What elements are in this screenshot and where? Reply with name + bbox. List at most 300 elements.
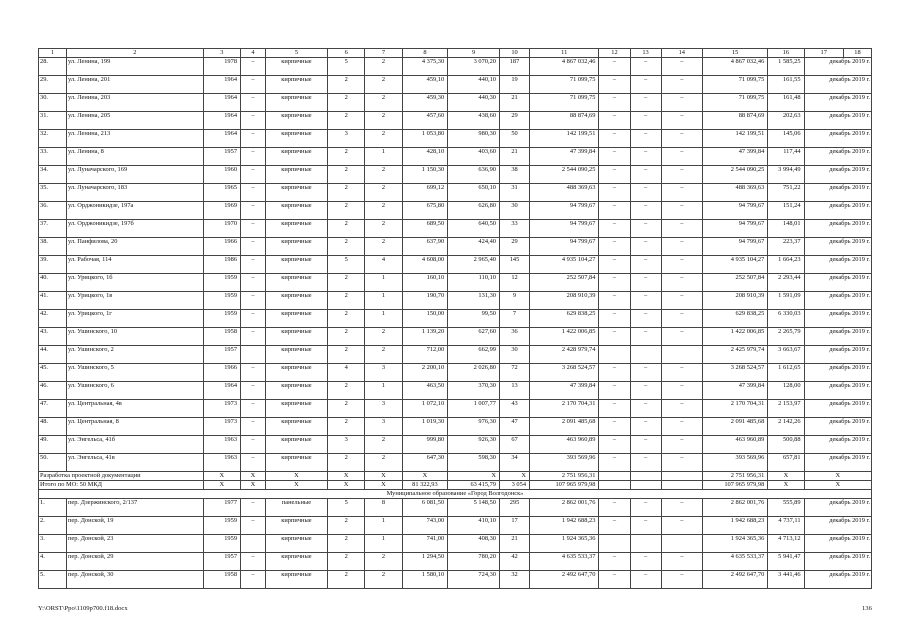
table-cell: – <box>241 553 266 571</box>
table-cell: 6 081,50 <box>402 499 448 517</box>
table-cell: – <box>661 292 702 310</box>
table-row <box>39 418 872 436</box>
deadline-cell: декабрь 2019 г. <box>804 364 871 382</box>
table-cell: – <box>241 166 266 184</box>
table-cell: 30 <box>500 202 530 220</box>
table-cell: 150,00 <box>402 310 448 328</box>
table-cell: – <box>661 274 702 292</box>
table-cell: – <box>630 454 661 472</box>
table-cell: 2 142,26 <box>768 418 804 436</box>
table-cell: 67 <box>500 436 530 454</box>
summary-cell: X <box>365 472 402 481</box>
table-cell: – <box>599 517 630 535</box>
table-cell: 1 007,77 <box>448 400 500 418</box>
table-cell: 1958 <box>203 571 240 589</box>
table-cell: 675,80 <box>402 202 448 220</box>
column-number: 7 <box>365 49 402 58</box>
table-cell: – <box>241 454 266 472</box>
table-cell: кирпичные <box>265 346 327 364</box>
table-cell: 38. <box>39 238 67 256</box>
column-number: 14 <box>661 49 702 58</box>
deadline-cell: декабрь 2019 г. <box>804 130 871 148</box>
table-cell: 3 070,20 <box>448 58 500 76</box>
table-cell: 145 <box>500 256 530 274</box>
table-cell: 2 <box>328 571 365 589</box>
table-cell: – <box>599 184 630 202</box>
table-cell: 21 <box>500 148 530 166</box>
table-cell: 408,30 <box>448 535 500 553</box>
table-cell: 88 874,69 <box>703 112 768 130</box>
table-cell: 2 <box>365 94 402 112</box>
table-cell: 463,50 <box>402 382 448 400</box>
table-cell: 3 <box>328 436 365 454</box>
table-cell: 32 <box>500 571 530 589</box>
table-cell: кирпичные <box>265 292 327 310</box>
table-cell: – <box>599 454 630 472</box>
table-cell: 3 <box>365 418 402 436</box>
table-cell: 202,63 <box>768 112 804 130</box>
table-cell: – <box>630 184 661 202</box>
table-cell: 145,06 <box>768 130 804 148</box>
table-cell: 43 <box>500 400 530 418</box>
table-cell: 2 <box>328 274 365 292</box>
summary-cell: 107 965 979,98 <box>703 481 768 490</box>
table-cell: 2 153,97 <box>768 400 804 418</box>
table-cell: 2 <box>328 400 365 418</box>
summary-cell: X <box>768 472 804 481</box>
deadline-cell: декабрь 2019 г. <box>804 382 871 400</box>
table-cell: кирпичные <box>265 184 327 202</box>
table-cell: 393 569,96 <box>703 454 768 472</box>
table-cell <box>661 346 702 364</box>
table-cell: 980,30 <box>448 130 500 148</box>
table-cell: 43. <box>39 328 67 346</box>
table-cell: 3. <box>39 535 67 553</box>
table-cell: 2 <box>365 436 402 454</box>
table-cell: 2 <box>328 76 365 94</box>
table-cell: кирпичные <box>265 166 327 184</box>
table-cell <box>630 346 661 364</box>
table-cell: 2 <box>328 535 365 553</box>
table-cell: 780,20 <box>448 553 500 571</box>
address-cell: пер. Донской, 30 <box>66 571 203 589</box>
table-cell: 28. <box>39 58 67 76</box>
table-cell: кирпичные <box>265 202 327 220</box>
table-cell: – <box>630 400 661 418</box>
table-cell: – <box>661 94 702 112</box>
table-cell: 1 <box>365 148 402 166</box>
summary-cell: X <box>402 472 448 481</box>
table-cell: 2 492 647,70 <box>703 571 768 589</box>
table-cell: 5 <box>328 256 365 274</box>
table-cell: 17 <box>500 517 530 535</box>
table-cell: 926,30 <box>448 436 500 454</box>
address-cell: ул. Ленина, 205 <box>66 112 203 130</box>
table-cell: – <box>630 256 661 274</box>
table-cell: 30 <box>500 346 530 364</box>
table-cell: 4 635 533,37 <box>703 553 768 571</box>
table-cell: кирпичные <box>265 310 327 328</box>
address-cell: ул. Урицкого, 1б <box>66 274 203 292</box>
table-cell: – <box>630 166 661 184</box>
table-cell: 2 425 979,74 <box>703 346 768 364</box>
table-cell: – <box>661 112 702 130</box>
table-cell: 1 <box>365 382 402 400</box>
table-row <box>39 202 872 220</box>
column-number: 10 <box>500 49 530 58</box>
table-cell: – <box>630 364 661 382</box>
table-cell: 629 838,25 <box>530 310 599 328</box>
table-cell: 208 910,39 <box>530 292 599 310</box>
table-row <box>39 184 872 202</box>
table-cell: – <box>241 292 266 310</box>
table-cell: 35. <box>39 184 67 202</box>
table-cell: 2 <box>365 454 402 472</box>
table-cell: – <box>661 148 702 166</box>
table-cell: 48. <box>39 418 67 436</box>
table-cell: 1 585,25 <box>768 58 804 76</box>
deadline-cell: декабрь 2019 г. <box>804 499 871 517</box>
table-cell: 637,90 <box>402 238 448 256</box>
table-cell: 2 <box>365 130 402 148</box>
table-cell: 110,10 <box>448 274 500 292</box>
table-cell: 71 099,75 <box>530 76 599 94</box>
table-cell: – <box>241 571 266 589</box>
table-cell: – <box>630 148 661 166</box>
table-cell: 161,48 <box>768 94 804 112</box>
table-cell: 6 330,03 <box>768 310 804 328</box>
address-cell: пер. Донской, 23 <box>66 535 203 553</box>
table-cell: 3 268 524,57 <box>530 364 599 382</box>
table-row <box>39 454 872 472</box>
table-cell: 2 200,10 <box>402 364 448 382</box>
summary-cell: X <box>203 472 240 481</box>
table-cell: 2 <box>328 148 365 166</box>
table-row <box>39 112 872 130</box>
address-cell: ул. Ленина, 213 <box>66 130 203 148</box>
table-cell: – <box>599 364 630 382</box>
table-cell: – <box>241 202 266 220</box>
summary-cell: X <box>265 481 327 490</box>
table-cell: 71 099,75 <box>530 94 599 112</box>
table-cell: 13 <box>500 382 530 400</box>
table-cell: 29 <box>500 238 530 256</box>
summary-cell <box>599 481 630 490</box>
table-cell: – <box>599 274 630 292</box>
table-cell: – <box>599 220 630 238</box>
table-cell: – <box>599 238 630 256</box>
table-cell: 34. <box>39 166 67 184</box>
table-cell: 1 942 688,23 <box>530 517 599 535</box>
table-cell: 71 099,75 <box>703 76 768 94</box>
address-cell: ул. Ушинского, 2 <box>66 346 203 364</box>
table-cell: – <box>241 418 266 436</box>
table-cell: 2 <box>328 238 365 256</box>
table-row <box>39 76 872 94</box>
table-cell: – <box>599 292 630 310</box>
table-cell: 1 072,10 <box>402 400 448 418</box>
deadline-cell: декабрь 2019 г. <box>804 148 871 166</box>
table-row <box>39 535 872 553</box>
document-path: Y:\ORST\Ppo\1109p700.f18.docx <box>38 605 128 612</box>
table-row <box>39 499 872 517</box>
column-number-row <box>39 49 872 58</box>
summary-cell: X <box>328 472 365 481</box>
table-cell: 1973 <box>203 400 240 418</box>
table-cell <box>241 535 266 553</box>
table-cell: 94 799,67 <box>703 238 768 256</box>
table-cell: 47. <box>39 400 67 418</box>
register-table-container <box>38 48 872 589</box>
table-cell: 500,88 <box>768 436 804 454</box>
table-cell <box>630 535 661 553</box>
table-cell: 21 <box>500 535 530 553</box>
table-cell: – <box>661 220 702 238</box>
address-cell: ул. Луначарского, 183 <box>66 184 203 202</box>
table-cell: 2 <box>328 346 365 364</box>
table-row <box>39 274 872 292</box>
table-row <box>39 58 872 76</box>
table-cell: 1 <box>365 310 402 328</box>
address-cell: ул. Ленина, 201 <box>66 76 203 94</box>
address-cell: ул. Орджоникидзе, 197б <box>66 220 203 238</box>
table-cell: 2 170 704,31 <box>530 400 599 418</box>
table-row <box>39 238 872 256</box>
table-cell: 47 399,84 <box>530 382 599 400</box>
table-cell: 40. <box>39 274 67 292</box>
summary-cell: X <box>241 481 266 490</box>
table-cell: 1 139,20 <box>402 328 448 346</box>
table-cell: 1 053,80 <box>402 130 448 148</box>
table-cell: 2 965,40 <box>448 256 500 274</box>
table-cell: 1 <box>365 535 402 553</box>
deadline-cell: декабрь 2019 г. <box>804 112 871 130</box>
table-cell: 2 293,44 <box>768 274 804 292</box>
table-cell: 4 <box>365 256 402 274</box>
table-cell: 5. <box>39 571 67 589</box>
table-cell: 657,81 <box>768 454 804 472</box>
address-cell: пер. Донской, 29 <box>66 553 203 571</box>
table-cell: 47 <box>500 418 530 436</box>
table-cell: 1 150,30 <box>402 166 448 184</box>
table-row <box>39 310 872 328</box>
table-cell: – <box>661 436 702 454</box>
table-cell: – <box>630 58 661 76</box>
table-cell: 3 <box>365 400 402 418</box>
table-cell: 712,00 <box>402 346 448 364</box>
summary-cell <box>630 472 661 481</box>
table-cell: 555,89 <box>768 499 804 517</box>
table-cell: 148,01 <box>768 220 804 238</box>
table-cell: 1959 <box>203 274 240 292</box>
table-cell: 1966 <box>203 238 240 256</box>
summary-cell <box>630 481 661 490</box>
table-cell: 2 <box>328 94 365 112</box>
table-cell: кирпичные <box>265 130 327 148</box>
table-cell: кирпичные <box>265 76 327 94</box>
table-cell: 3 663,67 <box>768 346 804 364</box>
table-cell: 459,10 <box>402 76 448 94</box>
table-cell: 4 608,00 <box>402 256 448 274</box>
summary-cell: 2 751 956,31 <box>703 472 768 481</box>
table-cell: – <box>630 310 661 328</box>
column-number: 8 <box>402 49 448 58</box>
table-row <box>39 256 872 274</box>
table-cell: – <box>241 76 266 94</box>
table-row <box>39 148 872 166</box>
table-cell: 650,10 <box>448 184 500 202</box>
table-cell: 1978 <box>203 58 240 76</box>
table-cell: – <box>630 202 661 220</box>
table-cell: 45. <box>39 364 67 382</box>
table-cell: 4 867 032,46 <box>530 58 599 76</box>
table-cell: 36 <box>500 328 530 346</box>
table-cell: 2 091 485,68 <box>530 418 599 436</box>
table-cell: 3 <box>328 130 365 148</box>
table-cell: 4 713,12 <box>768 535 804 553</box>
table-cell: – <box>599 256 630 274</box>
table-cell: 2 <box>328 517 365 535</box>
table-cell: кирпичные <box>265 94 327 112</box>
table-cell: 1957 <box>203 553 240 571</box>
table-cell: 2 <box>328 310 365 328</box>
table-cell: 999,80 <box>402 436 448 454</box>
table-cell: 403,60 <box>448 148 500 166</box>
table-cell: – <box>630 571 661 589</box>
table-cell: 751,22 <box>768 184 804 202</box>
table-cell: 428,10 <box>402 148 448 166</box>
address-cell: ул. Центральная, 4в <box>66 400 203 418</box>
table-cell: 4 867 032,46 <box>703 58 768 76</box>
table-cell: 2 <box>328 454 365 472</box>
address-cell: ул. Орджоникидзе, 197а <box>66 202 203 220</box>
table-cell: – <box>661 517 702 535</box>
deadline-cell: декабрь 2019 г. <box>804 94 871 112</box>
table-cell: 2 <box>365 346 402 364</box>
table-cell: 459,30 <box>402 94 448 112</box>
table-cell: кирпичные <box>265 58 327 76</box>
table-cell: – <box>241 436 266 454</box>
table-cell: 88 874,69 <box>530 112 599 130</box>
summary-cell: 63 415,79 <box>448 481 500 490</box>
table-cell: – <box>630 382 661 400</box>
table-cell: 41. <box>39 292 67 310</box>
summary-cell: 81 322,93 <box>402 481 448 490</box>
table-cell: 424,40 <box>448 238 500 256</box>
deadline-cell: декабрь 2019 г. <box>804 328 871 346</box>
table-cell: 1 580,10 <box>402 571 448 589</box>
deadline-cell: декабрь 2019 г. <box>804 202 871 220</box>
deadline-cell: декабрь 2019 г. <box>804 571 871 589</box>
table-cell: – <box>599 94 630 112</box>
table-cell: 1964 <box>203 382 240 400</box>
summary-label: Итого по МО: 50 МКД <box>39 481 204 490</box>
table-cell: 4 <box>328 364 365 382</box>
deadline-cell: декабрь 2019 г. <box>804 517 871 535</box>
table-cell: 3 268 524,57 <box>703 364 768 382</box>
table-cell: – <box>661 418 702 436</box>
table-cell: 1970 <box>203 220 240 238</box>
table-cell: – <box>599 130 630 148</box>
table-cell: 463 960,89 <box>703 436 768 454</box>
deadline-cell: декабрь 2019 г. <box>804 256 871 274</box>
table-cell: 33 <box>500 220 530 238</box>
table-cell: 2 <box>365 76 402 94</box>
table-cell: – <box>241 274 266 292</box>
deadline-cell: декабрь 2019 г. <box>804 76 871 94</box>
table-cell: 295 <box>500 499 530 517</box>
table-cell: 3 441,46 <box>768 571 804 589</box>
table-cell: 1964 <box>203 112 240 130</box>
table-cell: 47 399,84 <box>703 148 768 166</box>
table-cell: 190,70 <box>402 292 448 310</box>
table-cell: кирпичные <box>265 400 327 418</box>
table-cell: 647,30 <box>402 454 448 472</box>
table-cell: – <box>630 418 661 436</box>
table-cell: – <box>661 130 702 148</box>
table-cell: кирпичные <box>265 256 327 274</box>
deadline-cell: декабрь 2019 г. <box>804 436 871 454</box>
table-cell: – <box>661 238 702 256</box>
deadline-cell: декабрь 2019 г. <box>804 220 871 238</box>
table-cell: – <box>599 148 630 166</box>
table-cell: 2 544 090,25 <box>530 166 599 184</box>
table-cell: – <box>661 553 702 571</box>
deadline-cell: декабрь 2019 г. <box>804 418 871 436</box>
table-cell: 4. <box>39 553 67 571</box>
deadline-cell: декабрь 2019 г. <box>804 535 871 553</box>
table-cell: 1 612,65 <box>768 364 804 382</box>
table-cell: кирпичные <box>265 517 327 535</box>
table-cell: – <box>599 310 630 328</box>
summary-cell: X <box>804 472 871 481</box>
table-cell: 33. <box>39 148 67 166</box>
table-row <box>39 130 872 148</box>
table-cell: – <box>599 571 630 589</box>
table-cell: 1 924 365,36 <box>530 535 599 553</box>
table-cell: – <box>241 382 266 400</box>
address-cell: ул. Центральная, 8 <box>66 418 203 436</box>
table-cell: 142 199,51 <box>530 130 599 148</box>
table-cell: 457,60 <box>402 112 448 130</box>
table-cell: – <box>661 202 702 220</box>
table-cell: 440,10 <box>448 76 500 94</box>
table-cell: 71 099,75 <box>703 94 768 112</box>
table-cell: 2 265,79 <box>768 328 804 346</box>
column-number: 13 <box>630 49 661 58</box>
table-row <box>39 382 872 400</box>
table-cell: 72 <box>500 364 530 382</box>
table-cell: – <box>630 220 661 238</box>
table-cell: 488 369,63 <box>530 184 599 202</box>
table-cell: 49. <box>39 436 67 454</box>
table-cell: 94 799,67 <box>703 220 768 238</box>
deadline-cell: декабрь 2019 г. <box>804 400 871 418</box>
table-cell: 2 <box>365 220 402 238</box>
table-cell: 627,60 <box>448 328 500 346</box>
table-cell: 2 <box>328 328 365 346</box>
table-cell: – <box>661 364 702 382</box>
table-cell: 4 935 104,27 <box>530 256 599 274</box>
table-cell: 3 994,49 <box>768 166 804 184</box>
table-cell: 2 862 001,76 <box>703 499 768 517</box>
table-cell: 2 <box>365 184 402 202</box>
column-number: 18 <box>843 49 871 58</box>
address-cell: ул. Луначарского, 169 <box>66 166 203 184</box>
table-cell: – <box>661 571 702 589</box>
table-cell: 2 <box>365 58 402 76</box>
table-cell: 1973 <box>203 418 240 436</box>
